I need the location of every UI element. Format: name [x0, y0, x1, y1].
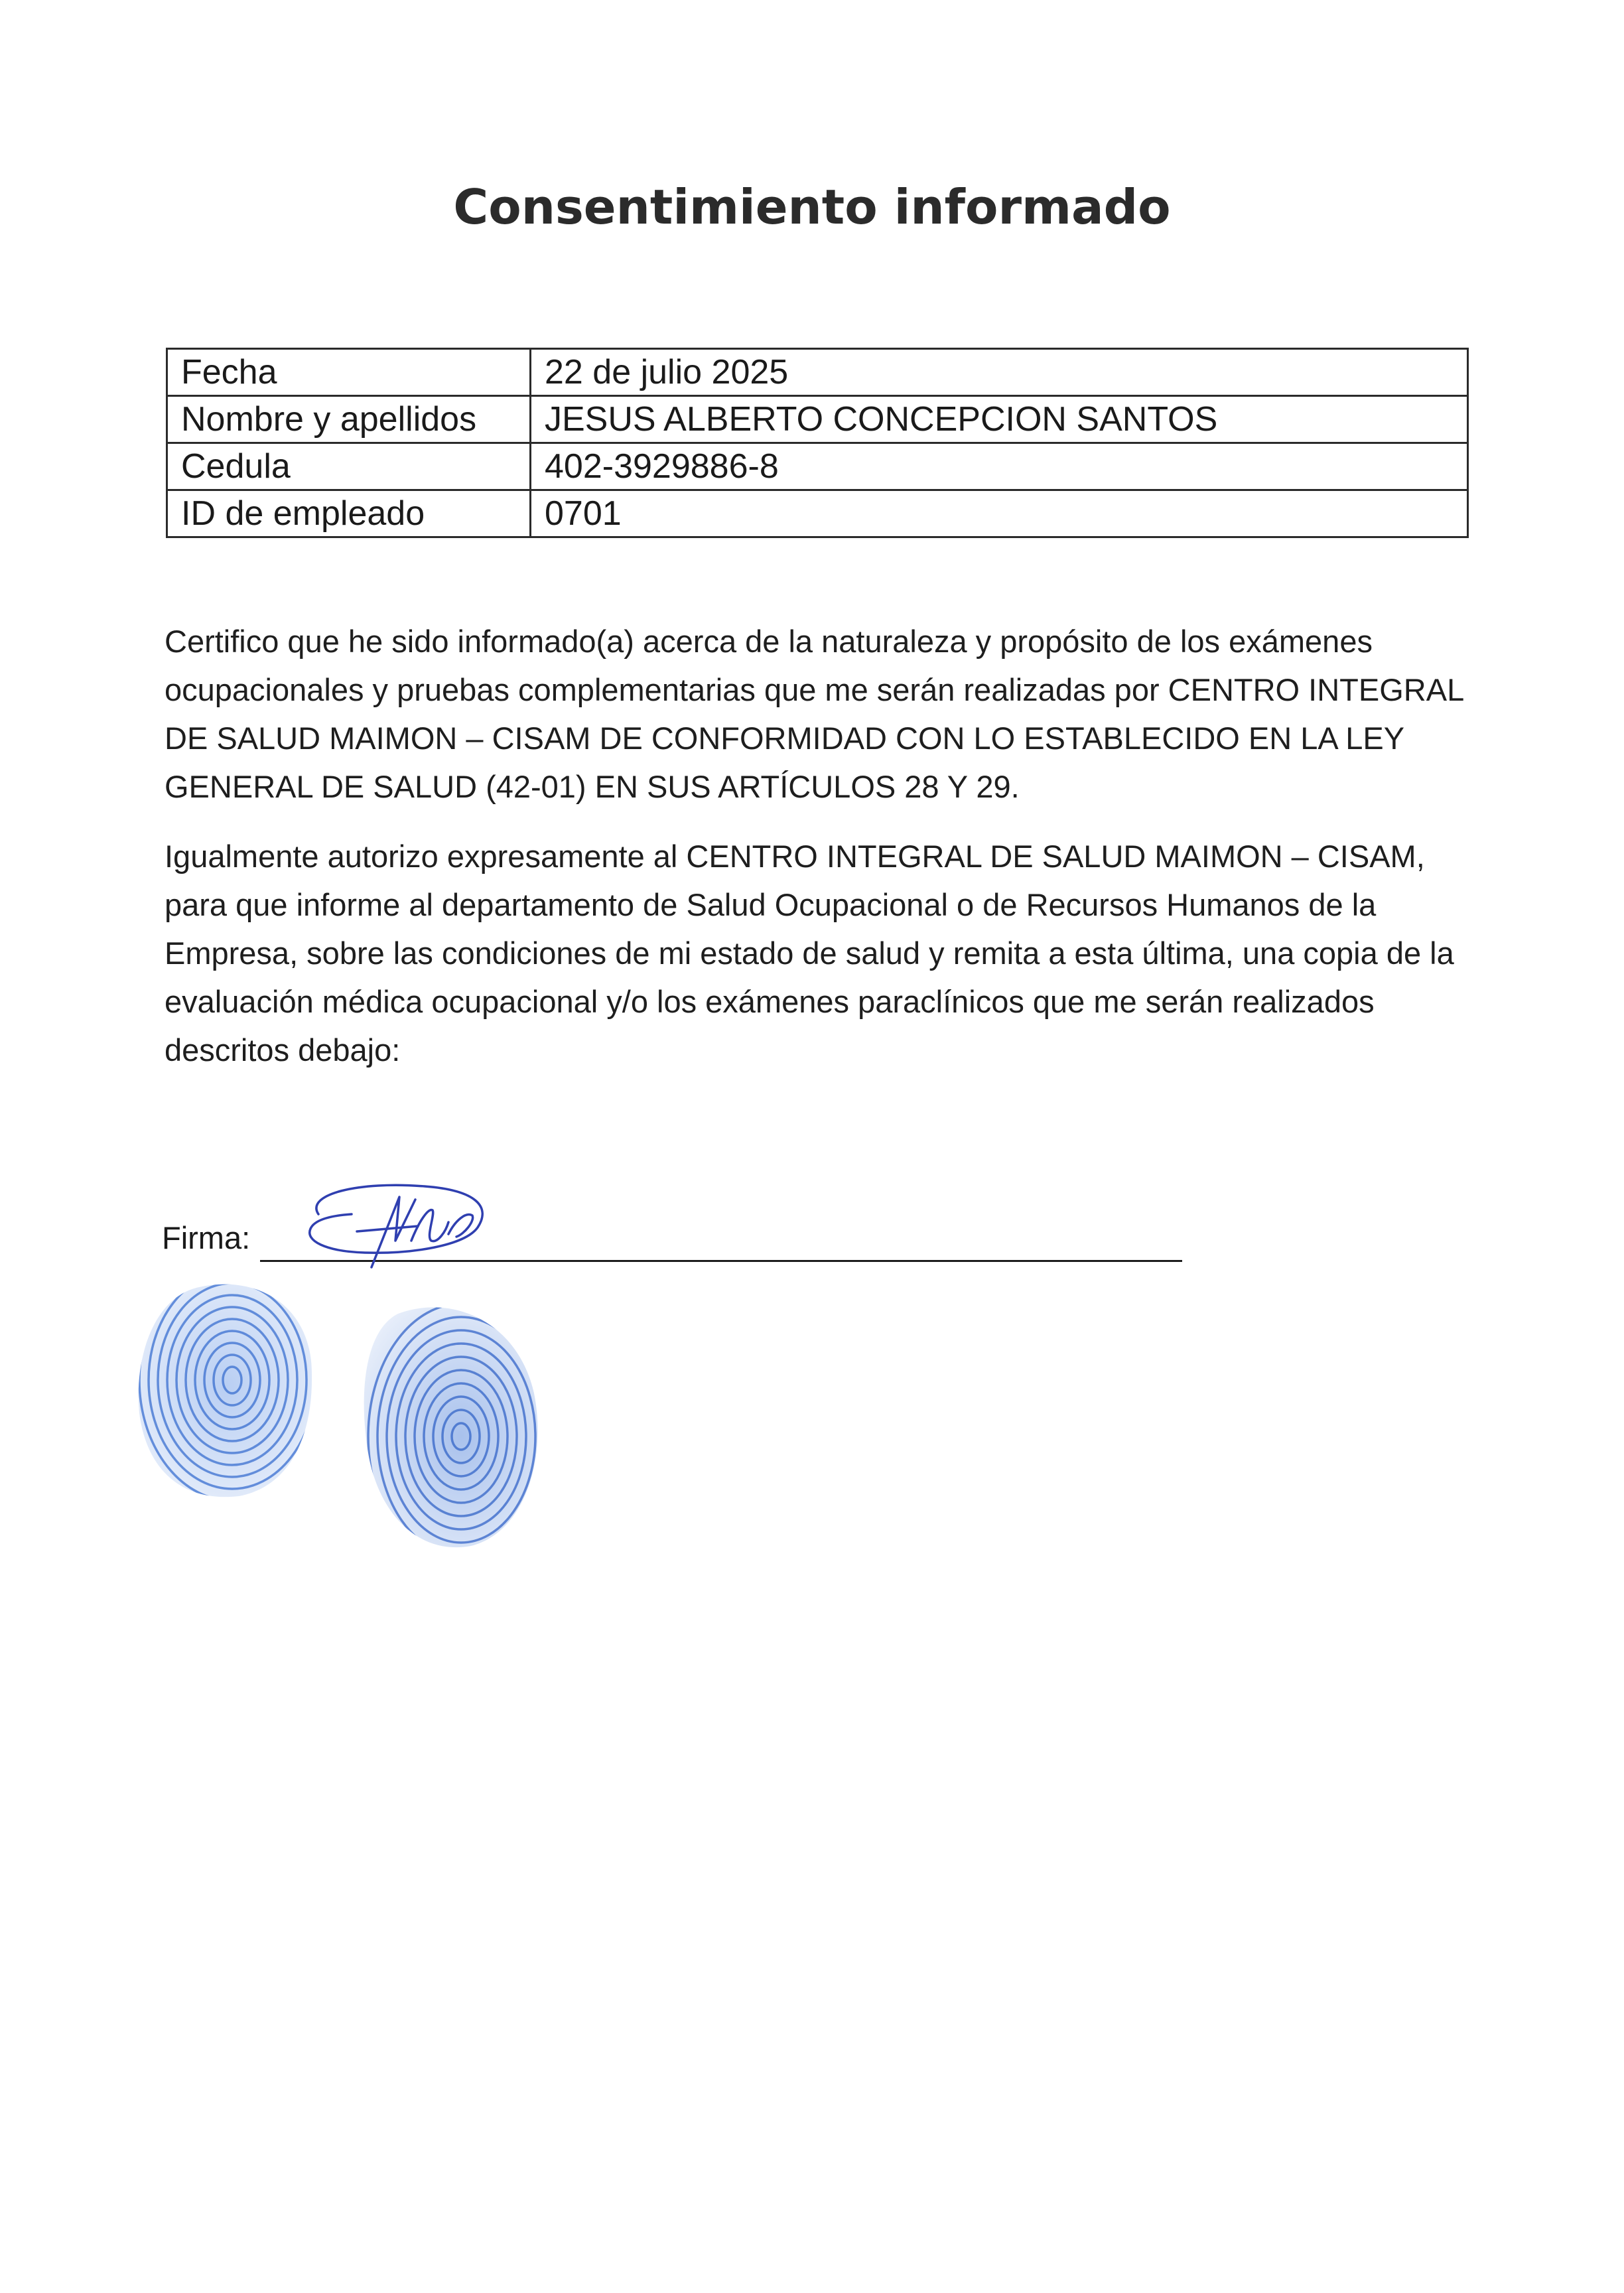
nombre-value: JESUS ALBERTO CONCEPCION SANTOS — [531, 396, 1468, 443]
info-table — [166, 348, 1469, 538]
signature-stroke — [372, 1197, 415, 1267]
fecha-label: Fecha — [167, 349, 531, 396]
certification-paragraph: Certifico que he sido informado(a) acerca de la naturaleza y propósito de los exámenes ocupacionales y pruebas complementarias que me serán realizadas por CENTRO INTEGRAL DE SALUD MAIMON – CISAM DE CONFORMIDAD CON LO ESTABLECIDO EN LA LEY GENERAL DE SALUD (42-01) EN SUS ARTÍCULOS 28 Y 29. — [165, 624, 1463, 804]
table-row — [167, 490, 1468, 537]
nombre-label: Nombre y apellidos — [167, 396, 531, 443]
fingerprint-right — [352, 1294, 551, 1553]
signature-stroke — [448, 1215, 473, 1237]
table-row — [167, 349, 1468, 396]
id-empleado-value: 0701 — [531, 490, 1468, 537]
handwritten-signature — [279, 1168, 504, 1281]
cedula-value: 402-3929886-8 — [531, 443, 1468, 490]
table-row — [167, 443, 1468, 490]
signature-loop — [310, 1185, 482, 1253]
cedula-label: Cedula — [167, 443, 531, 490]
table-row — [167, 396, 1468, 443]
fingerprint-left — [126, 1267, 325, 1506]
authorization-paragraph: Igualmente autorizo expresamente al CENTRO INTEGRAL DE SALUD MAIMON – CISAM, para que informe al departamento de Salud Ocupacional o de Recursos Humanos de la Empresa, sobre las condiciones de mi estado de salud y remita a esta última, una copia de la evaluación médica ocupacional y/o los exámenes paraclínicos que me serán realizados descritos debajo: — [165, 839, 1454, 1068]
fecha-value: 22 de julio 2025 — [531, 349, 1468, 396]
document-title: Consentimiento informado — [453, 179, 1171, 235]
id-empleado-label: ID de empleado — [167, 490, 531, 537]
signature-label: Firma: — [162, 1220, 251, 1255]
